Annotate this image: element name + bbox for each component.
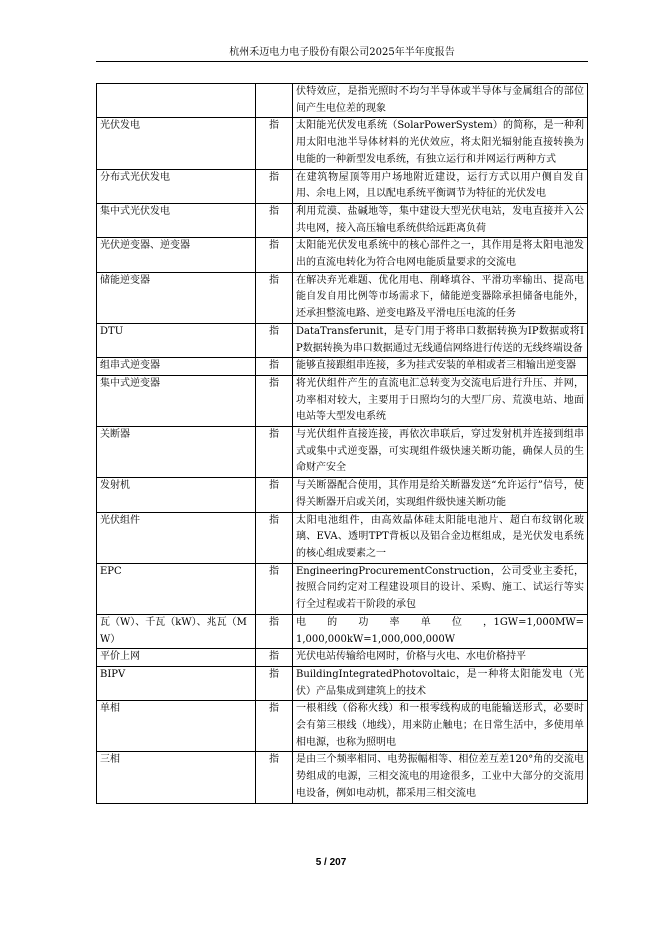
term-cell: 单相 [97,701,256,752]
term-cell: 光伏逆变器、逆变器 [97,238,256,272]
definition-cell: BuildingIntegratedPhotovoltaic，是一种将太阳能发电（光伏）产品集成到建筑上的技术 [293,666,588,700]
definition-cell: 是由三个频率相同、电势振幅相等、相位差互差120°角的交流电势组成的电源，三相交流电的用途很多，工业中大部分的交流用电设备，例如电动机，都采用三相交流电 [293,752,588,803]
definition-cell: 与光伏组件直接连接，再依次串联后，穿过发射机并连接到组串式或集中式逆变器，可实现组件级快速关断功能，确保人员的生命财产安全 [293,427,588,478]
table-row [97,118,588,169]
table-row [97,323,588,357]
definition-cell: 一根相线（俗称火线）和一根零线构成的电能输送形式，必要时会有第三根线（地线），用来防止触电；在日常生活中，多使用单相电源，也称为照明电 [293,701,588,752]
table-row [97,649,588,667]
table-row [97,563,588,614]
marker-cell: 指 [256,478,293,512]
table-row [97,272,588,323]
table-row [97,358,588,376]
definition-cell: 伏特效应，是指光照时不均匀半导体或半导体与金属组合的部位间产生电位差的现象 [293,84,588,118]
term-cell: 发射机 [97,478,256,512]
marker-cell: 指 [256,238,293,272]
table-row [97,752,588,803]
table-row [97,427,588,478]
definition-cell: 将光伏组件产生的直流电汇总转变为交流电后进行升压、并网，功率相对较大，主要用于日照均匀的大型厂房、荒漠电站、地面电站等大型发电系统 [293,375,588,426]
marker-cell: 指 [256,272,293,323]
definition-cell: 在建筑物屋顶等用户场地附近建设，运行方式以用户侧自发自用、余电上网，且以配电系统平衡调节为特征的光伏发电 [293,169,588,203]
marker-cell: 指 [256,118,293,169]
marker-cell: 指 [256,666,293,700]
glossary-table [96,83,588,804]
term-cell: DTU [97,323,256,357]
marker-cell: 指 [256,752,293,803]
marker-cell: 指 [256,358,293,376]
definition-cell: DataTransferunit，是专门用于将串口数据转换为IP数据或将IP数据转换为串口数据通过无线通信网络进行传送的无线终端设备 [293,323,588,357]
marker-cell: 指 [256,649,293,667]
definition-cell: 电 的 功 率 单 位 ，1GW=1,000MW=1,000,000kW=1,000,000,000W [293,614,588,648]
marker-cell: 指 [256,427,293,478]
term-cell: EPC [97,563,256,614]
marker-cell: 指 [256,614,293,648]
table-row [97,169,588,203]
marker-cell: 指 [256,375,293,426]
definition-cell: 与关断器配合使用，其作用是给关断器发送“允许运行”信号，使得关断器开启或关闭，实现组件级快速关断功能 [293,478,588,512]
term-cell: 光伏发电 [97,118,256,169]
term-cell: 组串式逆变器 [97,358,256,376]
report-header-title: 杭州禾迈电力电子股份有限公司2025年半年度报告 [229,47,455,58]
definition-cell: 光伏电站传输给电网时，价格与火电、水电价格持平 [293,649,588,667]
term-cell: 分布式光伏发电 [97,169,256,203]
term-cell: 关断器 [97,427,256,478]
definition-cell: EngineeringProcurementConstruction，公司受业主委托，按照合同约定对工程建设项目的设计、采购、施工、试运行等实行全过程或若干阶段的承包 [293,563,588,614]
term-cell: 瓦（W）、千瓦（kW）、兆瓦（MW） [97,614,256,648]
table-row [97,238,588,272]
table-row [97,203,588,237]
term-cell: 集中式逆变器 [97,375,256,426]
term-cell: 平价上网 [97,649,256,667]
table-row [97,84,588,118]
definition-cell: 太阳能光伏发电系统中的核心部件之一，其作用是将太阳电池发出的直流电转化为符合电网电能质量要求的交流电 [293,238,588,272]
term-cell: 光伏组件 [97,512,256,563]
definition-cell: 利用荒漠、盐碱地等，集中建设大型光伏电站，发电直接并入公共电网，接入高压输电系统供给远距离负荷 [293,203,588,237]
definition-cell: 太阳能光伏发电系统（SolarPowerSystem）的简称，是一种利用太阳电池半导体材料的光伏效应，将太阳光辐射能直接转换为电能的一种新型发电系统，有独立运行和并网运行两种方式 [293,118,588,169]
table-row [97,478,588,512]
term-cell: 集中式光伏发电 [97,203,256,237]
table-row [97,512,588,563]
marker-cell: 指 [256,169,293,203]
marker-cell: 指 [256,512,293,563]
marker-cell [256,84,293,118]
table-row [97,666,588,700]
marker-cell: 指 [256,323,293,357]
definition-cell: 能够直接跟组串连接，多为挂式安装的单相或者三相输出逆变器 [293,358,588,376]
table-row [97,375,588,426]
term-cell: 三相 [97,752,256,803]
term-cell: 储能逆变器 [97,272,256,323]
term-cell: BIPV [97,666,256,700]
marker-cell: 指 [256,563,293,614]
table-row [97,701,588,752]
header-divider [96,61,588,62]
term-cell [97,84,256,118]
marker-cell: 指 [256,701,293,752]
definition-cell: 在解决弃光难题、优化用电、削峰填谷、平滑功率输出、提高电能自发自用比例等市场需求下，储能逆变器除承担储备电能外，还承担整流电路、逆变电路及平滑电压电流的任务 [293,272,588,323]
definition-cell: 太阳电池组件，由高效晶体硅太阳能电池片、超白布纹钢化玻璃、EVA、透明TPT背板以及铝合金边框组成，是光伏发电系统的核心组成要素之一 [293,512,588,563]
marker-cell: 指 [256,203,293,237]
page-number: 5 / 207 [315,857,347,868]
table-row [97,614,588,648]
